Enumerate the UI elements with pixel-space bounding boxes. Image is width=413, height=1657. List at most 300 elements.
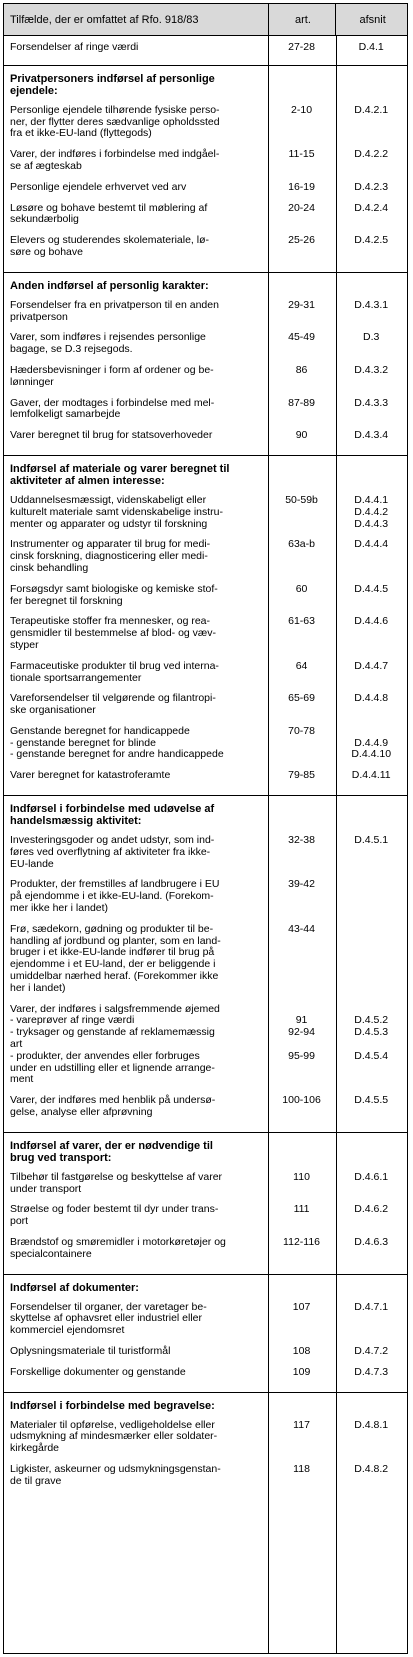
row-description-line: under en udstilling eller et lignende arrange- bbox=[10, 1061, 215, 1074]
row-section-ref bbox=[335, 770, 407, 782]
row-article-line: 16-19 bbox=[288, 180, 315, 193]
row-description-line: lemfolkeligt samarbejde bbox=[10, 408, 121, 421]
row-section-ref-line: D.4.4.6 bbox=[354, 615, 389, 628]
row-section-ref-line bbox=[335, 879, 407, 891]
row-section-ref-line: D.4.8.1 bbox=[354, 1418, 389, 1431]
row-description-line: Tilbehør til fastgørelse og beskyttelse af varer bbox=[10, 1170, 223, 1183]
row-article-line: 118 bbox=[293, 1462, 310, 1475]
row-section-ref bbox=[335, 616, 407, 651]
row-article bbox=[268, 182, 336, 194]
row-article-line: 92-94 bbox=[288, 1026, 315, 1039]
row-article bbox=[268, 203, 336, 227]
row-article bbox=[268, 300, 336, 324]
row-description-line: Investeringsgoder og andet udstyr, som ind- bbox=[10, 834, 215, 847]
row-description-line: - produkter, der anvendes eller forbruges bbox=[10, 1049, 200, 1062]
row-section-ref bbox=[335, 398, 407, 422]
row-article bbox=[268, 584, 336, 608]
row-section-ref-line: D.4.5.5 bbox=[354, 1094, 389, 1107]
table-row bbox=[4, 398, 407, 422]
table-row bbox=[4, 42, 407, 54]
row-article-line: 110 bbox=[293, 1170, 310, 1183]
row-article-line: 112-116 bbox=[283, 1236, 321, 1248]
row-section-ref bbox=[335, 1302, 407, 1337]
row-description-line: - vareprøver af ringe værdi bbox=[10, 1014, 135, 1027]
row-description bbox=[4, 879, 268, 914]
table-row bbox=[4, 1346, 407, 1358]
table-section bbox=[4, 1393, 407, 1501]
row-section-ref-line: D.4.4.4 bbox=[354, 538, 389, 551]
section-title-line: aktiviteter af almen interesse: bbox=[10, 474, 165, 487]
table-row bbox=[4, 235, 407, 259]
row-description-line: her i landet) bbox=[10, 981, 66, 994]
row-section-ref-line bbox=[335, 1063, 407, 1075]
table-row bbox=[4, 1367, 407, 1379]
row-article bbox=[268, 1367, 336, 1379]
row-article-line: 29-31 bbox=[288, 298, 315, 311]
row-description-line: Forskellige dokumenter og genstande bbox=[10, 1365, 186, 1378]
row-description-line: mer ikke her i landet) bbox=[10, 902, 109, 915]
row-section-ref bbox=[335, 430, 407, 442]
row-description bbox=[4, 1346, 268, 1358]
section-title bbox=[4, 1140, 256, 1164]
row-description bbox=[4, 235, 268, 259]
row-description bbox=[4, 835, 268, 870]
row-article bbox=[268, 661, 336, 685]
row-description-line: sekundærbolig bbox=[10, 213, 79, 226]
row-article bbox=[268, 42, 336, 54]
row-section-ref-line: D.4.5.4 bbox=[354, 1049, 389, 1062]
row-section-ref bbox=[335, 1346, 407, 1358]
row-description-line: Varer, som indføres i rejsendes personlige bbox=[10, 331, 206, 344]
row-section-ref bbox=[335, 924, 407, 995]
row-article bbox=[268, 1095, 336, 1119]
row-article-line: 107 bbox=[292, 1300, 311, 1313]
row-description-line: Farmaceutiske produkter til brug ved interna- bbox=[10, 659, 219, 672]
row-description-line: søre og bohave bbox=[10, 245, 83, 258]
row-article bbox=[268, 770, 336, 782]
row-description-line: føres ved overflytning af aktiviteter fra ikke- bbox=[10, 845, 211, 858]
row-article-line bbox=[268, 738, 336, 750]
row-article bbox=[268, 1420, 336, 1455]
row-section-ref-line: D.4.4.3 bbox=[354, 517, 389, 530]
row-description-line: menter og apparater og udstyr til forskning bbox=[10, 517, 208, 530]
row-description bbox=[4, 105, 268, 140]
row-section-ref-line: D.4.2.5 bbox=[354, 234, 389, 247]
row-description-line: Uddannelsesmæssigt, videnskabeligt eller bbox=[10, 493, 207, 506]
row-article-line: 11-15 bbox=[288, 148, 315, 161]
row-description-line: Varer beregnet for katastroferamte bbox=[10, 769, 171, 782]
row-description-line: Genstande beregnet for handicappede bbox=[10, 724, 190, 737]
row-description-line: Personlige ejendele erhvervet ved arv bbox=[10, 180, 187, 193]
row-article bbox=[268, 879, 336, 914]
row-article bbox=[268, 1302, 336, 1337]
row-article-line: 43-44 bbox=[288, 922, 315, 935]
table-row bbox=[4, 584, 407, 608]
table-row bbox=[4, 1464, 407, 1488]
row-section-ref-line: D.4.3.4 bbox=[354, 429, 389, 442]
row-description-line: Personlige ejendele tilhørende fysiske perso- bbox=[10, 103, 220, 116]
row-section-ref-line: D.4.6.3 bbox=[354, 1236, 389, 1248]
row-description-line: styper bbox=[10, 638, 39, 651]
row-description-line: Løsøre og bohave bestemt til møblering af bbox=[10, 201, 208, 214]
section-title bbox=[4, 280, 256, 292]
row-description bbox=[4, 398, 268, 422]
row-description-line: Vareforsendelser til velgørende og filantropi- bbox=[10, 692, 216, 705]
row-article-line: 100-106 bbox=[282, 1094, 321, 1107]
row-description bbox=[4, 924, 268, 995]
row-description-line: Brændstof og smøremidler i motorkøretøjer og bbox=[10, 1236, 226, 1248]
table-section bbox=[4, 796, 407, 1133]
row-description bbox=[4, 42, 268, 54]
row-section-ref-line: D.4.2.1 bbox=[354, 103, 389, 116]
row-description-line: Forsendelser af ringe værdi bbox=[10, 41, 139, 53]
row-section-ref bbox=[335, 1420, 407, 1455]
section-title bbox=[4, 73, 256, 97]
row-article bbox=[268, 1346, 336, 1358]
row-section-ref-line: D.4.5.2 bbox=[354, 1014, 389, 1027]
table-row bbox=[4, 539, 407, 574]
row-article bbox=[268, 693, 336, 717]
row-article-line: 25-26 bbox=[288, 234, 315, 247]
row-article-line: 109 bbox=[292, 1365, 311, 1378]
row-description-line: cinsk forskning, diagnosticering eller medi- bbox=[10, 550, 208, 563]
row-section-ref bbox=[335, 332, 407, 356]
row-article-line: 50-59b bbox=[285, 493, 318, 506]
row-section-ref-line bbox=[335, 1074, 407, 1086]
table-row bbox=[4, 495, 407, 530]
table-row bbox=[4, 1204, 407, 1228]
row-description-line: handling af jordbund og planter, som en land- bbox=[10, 934, 221, 947]
row-description-line: se af ægteskab bbox=[10, 159, 82, 172]
section-title-line: handelsmæssig aktivitet: bbox=[10, 815, 142, 828]
row-section-ref-line: D.4.7.3 bbox=[354, 1365, 389, 1378]
row-article bbox=[268, 332, 336, 356]
row-description-line: Hædersbevisninger i form af ordener og be- bbox=[10, 363, 214, 376]
row-section-ref-line: D.4.3.2 bbox=[354, 363, 389, 376]
row-description-line: ejendomme i et EU-land, der er beliggende i bbox=[10, 958, 216, 971]
header-section: afsnit bbox=[335, 4, 407, 35]
row-article-line: 45-49 bbox=[288, 331, 315, 344]
row-article-line: 70-78 bbox=[288, 724, 315, 737]
row-description-line: fer beregnet til forskning bbox=[10, 594, 123, 607]
table-row bbox=[4, 430, 407, 442]
row-section-ref-line: D.4.7.1 bbox=[354, 1300, 389, 1313]
header-case: Tilfælde, der er omfattet af Rfo. 918/83 bbox=[10, 14, 199, 26]
row-section-ref bbox=[335, 203, 407, 227]
row-article-line: 27-28 bbox=[288, 41, 315, 53]
row-article-line bbox=[268, 1074, 336, 1086]
row-section-ref-line: D.4.4.7 bbox=[354, 659, 389, 672]
row-description-line: Ligkister, askeurner og udsmykningsgenstan- bbox=[10, 1462, 221, 1475]
table-row bbox=[4, 105, 407, 140]
row-description-line: fra et ikke-EU-land (flyttegods) bbox=[10, 127, 152, 140]
row-section-ref-line: D.4.2.3 bbox=[354, 180, 389, 193]
row-article-line: 90 bbox=[295, 429, 308, 442]
row-article bbox=[268, 149, 336, 173]
row-article-line: 86 bbox=[295, 363, 308, 376]
row-description-line: skyttelse af ophavsret eller industriel eller bbox=[10, 1312, 203, 1325]
section-title bbox=[4, 1282, 256, 1294]
row-section-ref bbox=[335, 1237, 407, 1261]
row-section-ref bbox=[335, 149, 407, 173]
table-row bbox=[4, 332, 407, 356]
row-article-line: 63a-b bbox=[288, 538, 315, 551]
table-row bbox=[4, 1302, 407, 1337]
table-row bbox=[4, 693, 407, 717]
row-section-ref bbox=[335, 42, 407, 54]
row-description-line: cinsk behandling bbox=[10, 561, 89, 574]
section-title-line: Indførsel af materiale og varer beregnet til bbox=[10, 462, 230, 475]
row-description-line: Varer, der indføres i salgsfremmende øjemed bbox=[10, 1002, 220, 1015]
row-description-line: lønninger bbox=[10, 375, 54, 388]
row-article bbox=[268, 1237, 336, 1261]
row-description-line: specialcontainere bbox=[10, 1247, 92, 1260]
section-title-line: Indførsel af dokumenter: bbox=[10, 1281, 139, 1294]
row-section-ref-line: D.4.4.2 bbox=[354, 505, 389, 518]
row-section-ref-line: D.4.3.3 bbox=[354, 396, 389, 409]
row-description bbox=[4, 495, 268, 530]
row-section-ref bbox=[335, 1204, 407, 1228]
table-section bbox=[4, 1133, 407, 1275]
row-article-line: 111 bbox=[293, 1203, 310, 1216]
table-row bbox=[4, 661, 407, 685]
table-row bbox=[4, 726, 407, 761]
row-section-ref-line: D.4.4.11 bbox=[351, 769, 391, 782]
row-description-line: gelse, analyse eller afprøvning bbox=[10, 1106, 153, 1119]
row-article-line: 20-24 bbox=[288, 201, 315, 214]
row-description-line: bagage, se D.3 rejsegods. bbox=[10, 343, 133, 356]
row-section-ref-line: D.4.4.1 bbox=[354, 493, 389, 506]
row-description bbox=[4, 365, 268, 389]
row-description-line: Strøelse og foder bestemt til dyr under trans- bbox=[10, 1203, 219, 1216]
table-row bbox=[4, 1237, 407, 1261]
row-article bbox=[268, 1464, 336, 1488]
row-description-line: Forsendelser fra en privatperson til en anden bbox=[10, 298, 219, 311]
row-description-line: kulturelt materiale samt videnskabelige instru- bbox=[10, 505, 224, 518]
row-description-line: Forsendelser til organer, der varetager be- bbox=[10, 1300, 207, 1313]
row-article bbox=[268, 365, 336, 389]
row-description-line: ment bbox=[10, 1073, 34, 1086]
row-description bbox=[4, 770, 268, 782]
row-description bbox=[4, 1172, 268, 1196]
row-section-ref-line: D.4.2.4 bbox=[354, 201, 389, 214]
section-title-line: Indførsel af varer, der er nødvendige til bbox=[10, 1139, 213, 1152]
row-section-ref-line: D.4.5.3 bbox=[354, 1026, 389, 1039]
table-row bbox=[4, 879, 407, 914]
row-description-line: Forsøgsdyr samt biologiske og kemiske stof- bbox=[10, 582, 218, 595]
row-article bbox=[268, 1204, 336, 1228]
row-section-ref-line: D.4.7.2 bbox=[354, 1344, 389, 1357]
row-article-line bbox=[268, 1063, 336, 1075]
row-description bbox=[4, 1237, 268, 1261]
row-description-line: Varer, der indføres i forbindelse med indgåel- bbox=[10, 148, 220, 161]
row-article bbox=[268, 616, 336, 651]
table-row bbox=[4, 1420, 407, 1455]
row-article bbox=[268, 398, 336, 422]
row-description bbox=[4, 539, 268, 574]
row-description-line: gensmidler til bestemmelse af blod- og væv- bbox=[10, 627, 217, 640]
row-description-line: de til grave bbox=[10, 1474, 62, 1487]
row-article-line: 64 bbox=[295, 659, 308, 672]
row-description-line: Varer beregnet til brug for statsoverhoveder bbox=[10, 429, 213, 442]
row-section-ref-line: D.4.3.1 bbox=[354, 298, 389, 311]
row-description-line: Produkter, der fremstilles af landbrugere i EU bbox=[10, 878, 220, 891]
row-article bbox=[268, 835, 336, 870]
row-description-line: på ejendomme i et ikke-EU-land. (Forekom- bbox=[10, 890, 214, 903]
row-section-ref-line: D.4.6.2 bbox=[354, 1203, 389, 1216]
row-description bbox=[4, 693, 268, 717]
table-row bbox=[4, 1095, 407, 1119]
table-section bbox=[4, 66, 407, 273]
row-article bbox=[268, 1172, 336, 1196]
row-section-ref-line: D.4.2.2 bbox=[354, 148, 389, 161]
row-article-line bbox=[268, 749, 336, 761]
section-title-line: Anden indførsel af personlig karakter: bbox=[10, 279, 209, 292]
row-section-ref bbox=[335, 365, 407, 389]
row-section-ref bbox=[335, 1464, 407, 1488]
row-article-line: 79-85 bbox=[288, 769, 315, 782]
row-description-line: - genstande beregnet for andre handicappede bbox=[10, 748, 224, 761]
table-section bbox=[4, 456, 407, 796]
row-description bbox=[4, 182, 268, 194]
row-article bbox=[268, 495, 336, 530]
table-row bbox=[4, 300, 407, 324]
relief-table bbox=[3, 3, 408, 1654]
row-section-ref-line: D.4.1 bbox=[358, 41, 384, 53]
row-article bbox=[268, 539, 336, 574]
table-row bbox=[4, 203, 407, 227]
row-description-line: kommerciel ejendomsret bbox=[10, 1324, 125, 1337]
row-section-ref-line: D.4.8.2 bbox=[354, 1462, 389, 1475]
table-row bbox=[4, 924, 407, 995]
row-section-ref bbox=[335, 879, 407, 914]
row-section-ref bbox=[335, 235, 407, 259]
row-description bbox=[4, 1302, 268, 1337]
row-description-line: EU-lande bbox=[10, 857, 54, 870]
row-description bbox=[4, 726, 268, 761]
row-description-line: Frø, sædekorn, gødning og produkter til be- bbox=[10, 922, 214, 935]
row-article-line: 61-63 bbox=[288, 615, 315, 628]
row-section-ref bbox=[335, 693, 407, 717]
row-article bbox=[268, 924, 336, 995]
row-description bbox=[4, 584, 268, 608]
row-description-line: - genstande beregnet for blinde bbox=[10, 736, 156, 749]
row-section-ref bbox=[335, 1095, 407, 1119]
table-body bbox=[4, 36, 407, 1501]
row-description bbox=[4, 1367, 268, 1379]
row-description bbox=[4, 300, 268, 324]
section-title-line: brug ved transport: bbox=[10, 1151, 112, 1164]
row-article-line: 87-89 bbox=[288, 396, 315, 409]
row-article-line: 65-69 bbox=[288, 692, 315, 705]
row-description-line: kirkegårde bbox=[10, 1442, 60, 1455]
row-description bbox=[4, 1464, 268, 1488]
row-article-line: 117 bbox=[293, 1418, 310, 1431]
row-description-line: umiddelbar nærhed heraf. (Forekommer ikke bbox=[10, 970, 219, 983]
section-title-line: ejendele: bbox=[10, 84, 58, 97]
row-description bbox=[4, 616, 268, 651]
row-article bbox=[268, 235, 336, 259]
row-article-line: 39-42 bbox=[288, 878, 315, 891]
row-description-line: Instrumenter og apparater til brug for medi- bbox=[10, 538, 211, 551]
row-description bbox=[4, 203, 268, 227]
row-section-ref-line: D.4.4.5 bbox=[354, 582, 389, 595]
row-section-ref-line: D.3 bbox=[363, 331, 380, 344]
row-section-ref-line: D.4.6.1 bbox=[354, 1170, 389, 1183]
section-title bbox=[4, 803, 256, 827]
row-description-line: Oplysningsmateriale til turistformål bbox=[10, 1344, 171, 1357]
table-row bbox=[4, 149, 407, 173]
row-section-ref bbox=[335, 1004, 407, 1087]
row-section-ref-line: D.4.4.10 bbox=[351, 748, 392, 761]
table-row bbox=[4, 182, 407, 194]
row-article bbox=[268, 430, 336, 442]
row-section-ref bbox=[335, 105, 407, 140]
row-article-line: 2-10 bbox=[291, 103, 313, 116]
row-section-ref-line: D.4.4.8 bbox=[354, 692, 389, 705]
row-description-line: tionale sportsarrangementer bbox=[10, 671, 142, 684]
row-article-line: 108 bbox=[292, 1344, 311, 1357]
table-row bbox=[4, 1172, 407, 1196]
row-description-line: Elevers og studerendes skolemateriale, lø- bbox=[10, 234, 210, 247]
row-section-ref bbox=[335, 835, 407, 870]
row-section-ref bbox=[335, 661, 407, 685]
row-section-ref bbox=[335, 584, 407, 608]
row-section-ref bbox=[335, 1172, 407, 1196]
row-description bbox=[4, 1095, 268, 1119]
row-description-line: under transport bbox=[10, 1182, 82, 1195]
row-section-ref bbox=[335, 1367, 407, 1379]
table-row bbox=[4, 835, 407, 870]
row-section-ref bbox=[335, 539, 407, 574]
table-section bbox=[4, 273, 407, 456]
table-row bbox=[4, 616, 407, 651]
row-article-line: 60 bbox=[295, 582, 308, 595]
row-description-line: ner, der flytter deres sædvanlige opholdssted bbox=[10, 115, 220, 128]
row-description-line: Terapeutiske stoffer fra mennesker, og rea- bbox=[10, 615, 210, 628]
row-description-line: ske organisationer bbox=[10, 704, 96, 717]
row-article-line: 91 bbox=[295, 1014, 308, 1027]
row-description-line: Varer, der indføres med henblik på undersø- bbox=[10, 1094, 216, 1107]
row-article bbox=[268, 1004, 336, 1087]
row-description-line: art bbox=[10, 1038, 23, 1051]
row-description-line: Gaver, der modtages i forbindelse med mel- bbox=[10, 396, 215, 409]
table-row bbox=[4, 365, 407, 389]
row-description-line: port bbox=[10, 1215, 29, 1228]
table-header bbox=[4, 4, 407, 36]
row-description-line: bruger i et ikke-EU-lande indfører til brug på bbox=[10, 946, 215, 959]
section-title bbox=[4, 463, 256, 487]
row-description bbox=[4, 1420, 268, 1455]
row-section-ref-line: D.4.5.1 bbox=[354, 834, 389, 847]
header-article: art. bbox=[268, 4, 336, 35]
row-description bbox=[4, 661, 268, 685]
section-title-line: Privatpersoners indførsel af personlige bbox=[10, 72, 215, 85]
section-title-line: Indførsel i forbindelse med begravelse: bbox=[10, 1399, 215, 1412]
row-section-ref bbox=[335, 726, 407, 761]
table-section bbox=[4, 36, 407, 66]
row-section-ref bbox=[335, 182, 407, 194]
row-section-ref-line bbox=[335, 924, 407, 936]
row-description bbox=[4, 1204, 268, 1228]
row-description bbox=[4, 332, 268, 356]
row-article bbox=[268, 105, 336, 140]
row-description-line: - tryksager og genstande af reklamemæssig bbox=[10, 1026, 215, 1039]
table-row bbox=[4, 1004, 407, 1087]
row-description bbox=[4, 1004, 268, 1087]
row-description bbox=[4, 430, 268, 442]
row-description-line: Materialer til opførelse, vedligeholdelse eller bbox=[10, 1418, 215, 1431]
